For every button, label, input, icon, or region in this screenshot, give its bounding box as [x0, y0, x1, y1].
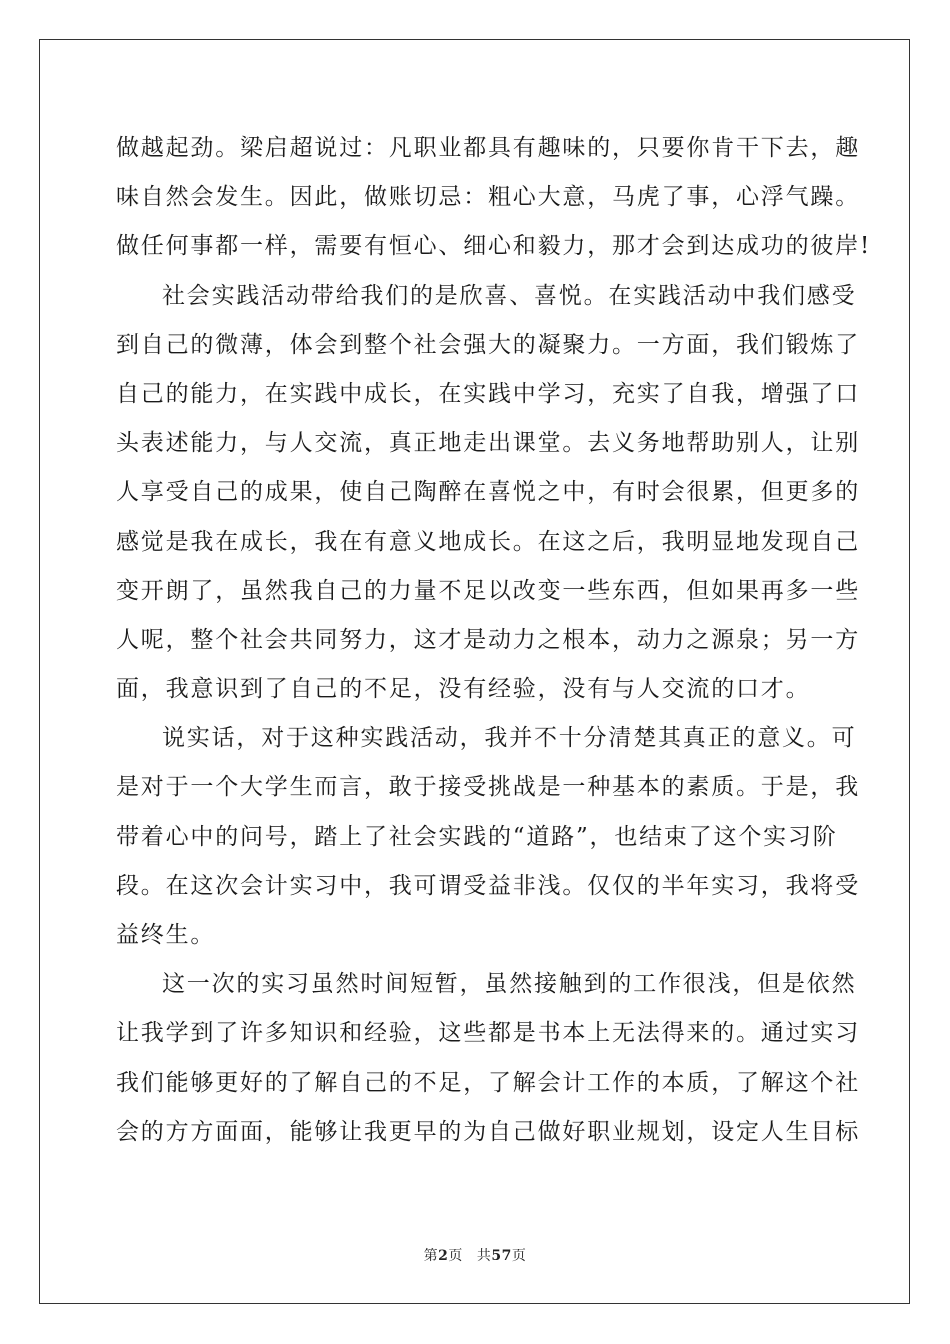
text-line: 变开朗了，虽然我自己的力量不足以改变一些东西，但如果再多一些 — [116, 577, 860, 604]
text-line: 做越起劲。梁启超说过：凡职业都具有趣味的，只要你肯干下去，趣 — [116, 135, 860, 161]
page-suffix: 页 — [448, 1248, 463, 1264]
total-suffix: 页 — [511, 1248, 527, 1264]
text-line: 我们能够更好的了解自己的不足，了解会计工作的本质，了解这个社 — [116, 1069, 860, 1096]
text-line: 益终生。 — [116, 922, 216, 948]
text-line: 人呢，整个社会共同努力，这才是动力之根本，动力之源泉；另一方 — [116, 626, 860, 653]
page-number: 2 — [438, 1248, 449, 1264]
text-line: 社会实践活动带给我们的是欣喜、喜悦。在实践活动中我们感受 — [162, 282, 857, 309]
text-line: 带着心中的问号，踏上了社会实践的“道路”，也结束了这个实习阶 — [116, 823, 838, 850]
text-line: 会的方方面面，能够让我更早的为自己做好职业规划，设定人生目标 — [116, 1118, 860, 1145]
text-line: 这一次的实习虽然时间短暂，虽然接触到的工作很浅，但是依然 — [162, 971, 857, 998]
text-line: 头表述能力，与人交流，真正地走出课堂。去义务地帮助别人，让别 — [116, 430, 860, 457]
text-line: 说实话，对于这种实践活动，我并不十分清楚其真正的意义。可 — [162, 725, 857, 752]
text-line: 自己的能力，在实践中成长，在实践中学习，充实了自我，增强了口 — [116, 380, 860, 407]
page-prefix: 第 — [423, 1248, 439, 1264]
total-pages: 57 — [491, 1248, 512, 1264]
text-line: 人享受自己的成果，使自己陶醉在喜悦之中，有时会很累，但更多的 — [116, 479, 860, 506]
document-body — [116, 124, 872, 1157]
total-prefix: 共 — [476, 1248, 492, 1264]
text-line: 到自己的微薄，体会到整个社会强大的凝聚力。一方面，我们锻炼了 — [116, 331, 860, 358]
text-line: 感觉是我在成长，我在有意义地成长。在这之后，我明显地发现自己 — [116, 528, 860, 555]
text-line: 让我学到了许多知识和经验，这些都是书本上无法得来的。通过实习 — [116, 1020, 860, 1047]
text-line: 段。在这次会计实习中，我可谓受益非浅。仅仅的半年实习，我将受 — [116, 872, 860, 899]
text-line: 是对于一个大学生而言，敢于接受挑战是一种基本的素质。于是，我 — [116, 774, 860, 801]
page-footer — [0, 1247, 950, 1265]
text-line: 面，我意识到了自己的不足，没有经验，没有与人交流的口才。 — [116, 676, 811, 703]
text-line: 做任何事都一样，需要有恒心、细心和毅力，那才会到达成功的彼岸! — [116, 233, 872, 260]
text-line: 味自然会发生。因此，做账切忌：粗心大意，马虎了事，心浮气躁。 — [116, 184, 860, 211]
